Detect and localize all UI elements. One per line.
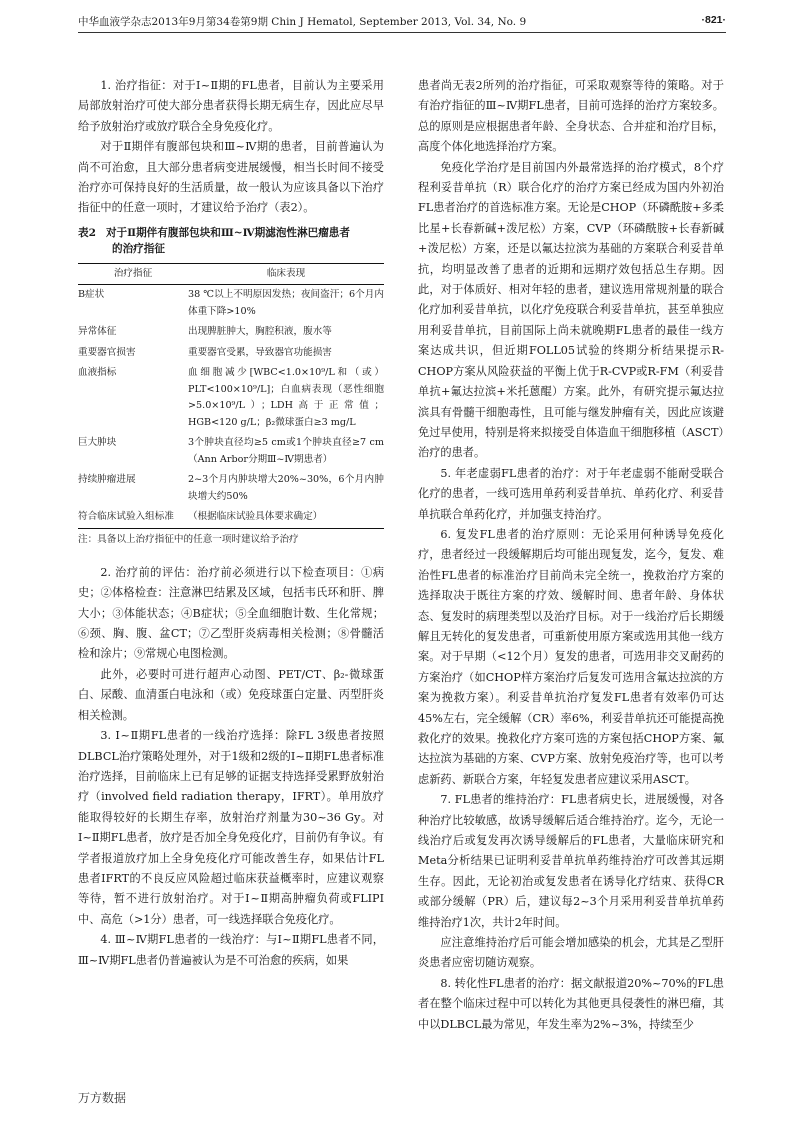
table-number: 表2 bbox=[78, 226, 96, 239]
table-cell-indication: 异常体征 bbox=[78, 326, 117, 338]
journal-citation: 中华血液学杂志2013年9月第34卷第9期 Chin J Hematol, September 2013, Vol. 34, No. 9 bbox=[78, 16, 527, 28]
paragraph: 7. FL患者的维持治疗：FL患者病史长，进展缓慢，对各种治疗比较敏感，故诱导缓解后适合维持治疗。迄今，无论一线治疗后或复发再次诱导缓解后的FL患者，大量临床研究和Meta分析结果已证明利妥昔单抗单药维持治疗可改善其远期生存。因此，无论初治或复发患者在诱导化疗结束、获得CR或部分缓解（PR）后，建议每2~3个月采用利妥昔单抗单药维持治疗1次，共计2年时间。 bbox=[418, 793, 724, 929]
table-row bbox=[78, 507, 384, 528]
table-row bbox=[78, 343, 384, 364]
indication-table bbox=[78, 263, 384, 529]
table-cell-indication: 符合临床试验入组标准 bbox=[78, 507, 188, 528]
table-cell-clinical: 出现脾脏肿大，胸腔积液，腹水等 bbox=[188, 326, 332, 338]
watermark-footer: 万方数据 bbox=[78, 1091, 127, 1105]
paragraph: 4. Ⅲ~Ⅳ期FL患者的一线治疗：与Ⅰ~Ⅱ期FL患者不同，Ⅲ~Ⅳ期FL患者仍普遍被认为是不可治愈的疾病，如果 bbox=[78, 933, 384, 967]
paragraph: 对于Ⅱ期伴有腹部包块和Ⅲ~Ⅳ期的患者，目前普遍认为尚不可治愈，且大部分患者病变进展缓慢，相当长时间不接受治疗亦可保持良好的生活质量，故一般认为应该具备以下治疗指征中的任意一项时，才建议给予治疗（表2）。 bbox=[78, 140, 384, 215]
table-row bbox=[78, 363, 384, 433]
paragraph: 5. 年老虚弱FL患者的治疗：对于年老虚弱不能耐受联合化疗的患者，一线可选用单药利妥昔单抗、单药化疗、利妥昔单抗联合单药化疗，并加强支持治疗。 bbox=[418, 466, 724, 521]
paragraph: 2. 治疗前的评估：治疗前必须进行以下检查项目：①病史；②体格检查：注意淋巴结累及区域，包括韦氏环和肝、脾大小；③体能状态；④B症状；⑤全血细胞计数、生化常规；⑥颈、胸、腹、盆CT；⑦乙型肝炎病毒相关检测；⑧骨髓活检和涂片；⑨常规心电图检测。 bbox=[78, 565, 384, 661]
table-cell-clinical: 重要器官受累，导致器官功能损害 bbox=[188, 346, 332, 358]
table-cell-indication: 巨大肿块 bbox=[78, 437, 117, 449]
paragraph: 1. 治疗指征：对于Ⅰ~Ⅱ期的FL患者，目前认为主要采用局部放射治疗可使大部分患者获得长期无病生存，因此应尽早给予放射治疗或放疗联合全身免疫化疗。 bbox=[78, 79, 384, 133]
paragraph: 8. 转化性FL患者的治疗：据文献报道20%~70%的FL患者在整个临床过程中可以转化为其他更具侵袭性的淋巴瘤，其中以DLBCL最为常见，年发生率为2%~3%，持续至少 bbox=[418, 976, 724, 1031]
paragraph: 此外，必要时可进行超声心动图、PET/CT、β₂-微球蛋白、尿酸、血清蛋白电泳和（或）免疫球蛋白定量、丙型肝炎相关检测。 bbox=[78, 667, 384, 722]
table-cell-clinical: 38 ℃以上不明原因发热；夜间盗汗；6个月内体重下降>10% bbox=[188, 289, 384, 317]
table-row bbox=[78, 433, 384, 470]
table-cell-clinical: （根据临床试验具体要求确定） bbox=[188, 507, 384, 528]
table-title-line1: 对于Ⅱ期伴有腹部包块和Ⅲ~Ⅳ期滤泡性淋巴瘤患者 bbox=[105, 226, 350, 239]
table-cell-clinical: 2~3个月内肿块增大20%~30%，6个月内肿块增大约50% bbox=[188, 474, 384, 502]
table-note: 注：具备以上治疗指征中的任意一项时建议给予治疗 bbox=[78, 533, 299, 545]
table-row bbox=[78, 285, 384, 323]
paragraph: 免疫化学治疗是目前国内外最常选择的治疗模式，8个疗程利妥昔单抗（R）联合化疗的治疗方案已经成为国内外初治FL患者治疗的首选标准方案。无论是CHOP（环磷酰胺+多柔比星+长春新碱+泼尼松）方案，CVP（环磷酰胺+长春新碱+泼尼松）方案，还是以氟达拉滨为基础的方案联合利妥昔单抗，均明显改善了患者的近期和远期疗效包括总生存期。因此，对于体质好、相对年轻的患者，建议选用常规剂量的联合化疗加利妥昔单抗，以化疗免疫联合利妥昔单抗，甚至单独应用利妥昔单抗，目前国际上尚未就晚期FL患者的最佳一线方案达成共识，但近期FOLL05试验的终期分析结果提示R-CHOP方案从风险获益的平衡上优于R-CVP或R-FM（利妥昔单抗+氟达拉滨+米托蒽醌）方案。此外，有研究提示氟达拉滨具有骨髓干细胞毒性，且可能与继发肿瘤有关，因此应该避免过早使用，特别是将来拟接受自体造血干细胞移植（ASCT）治疗的患者。 bbox=[418, 160, 724, 460]
table-cell-indication: B症状 bbox=[78, 289, 105, 301]
table-cell-clinical: 3个肿块直径均≥5 cm或1个肿块直径≥7 cm（Ann Arbor分期Ⅲ~Ⅳ期患者） bbox=[188, 437, 384, 465]
table-caption bbox=[78, 225, 384, 257]
table-header-clinical: 临床表现 bbox=[188, 263, 384, 285]
table-cell-indication: 持续肿瘤进展 bbox=[78, 474, 136, 486]
running-header bbox=[78, 14, 726, 33]
table-title-line2: 的治疗指征 bbox=[112, 242, 165, 255]
right-column bbox=[418, 76, 724, 1035]
table-row bbox=[78, 322, 384, 343]
table-cell-clinical: 血细胞减少[WBC<1.0×10⁹/L和（或）PLT<100×10⁹/L]；白血病表现（恶性细胞>5.0×10⁹/L）；LDH高于正常值；HGB<120 g/L；β₂微球蛋白≥3 mg/L bbox=[188, 367, 384, 428]
paragraph: 6. 复发FL患者的治疗原则：无论采用何种诱导免疫化疗，患者经过一段缓解期后均可能出现复发，迄今，复发、难治性FL患者的标准治疗目前尚未完全统一，挽救治疗方案的选择取决于既往方案的疗效、缓解时间、患者年龄、身体状态、复发时的病理类型以及治疗目标。对于一线治疗后长期缓解且无转化的复发患者，可重新使用原方案或选用其他一线方案。对于早期（<12个月）复发的患者，可选用非交叉耐药的方案治疗（如CHOP样方案治疗后复发可选用含氟达拉滨的方案为挽救方案）。利妥昔单抗治疗复发FL患者有效率仍可达45%左右，完全缓解（CR）率6%，利妥昔单抗还可能提高挽救化疗的效果。挽救化疗方案可选的方案包括CHOP方案、氟达拉滨为基础的方案、CVP方案、放射免疫治疗等，也可以考虑新药、新联合方案，年轻复发患者应建议采用ASCT。 bbox=[418, 527, 724, 786]
table-cell-indication: 血液指标 bbox=[78, 367, 117, 379]
paragraph: 应注意维持治疗后可能会增加感染的机会，尤其是乙型肝炎患者应密切随访观察。 bbox=[418, 936, 724, 970]
table-row bbox=[78, 470, 384, 507]
left-column bbox=[78, 76, 384, 971]
page-number: ·821· bbox=[701, 14, 726, 26]
table-cell-indication: 重要器官损害 bbox=[78, 346, 136, 358]
table-header-indication: 治疗指征 bbox=[78, 263, 188, 285]
paragraph: 3. Ⅰ~Ⅱ期FL患者的一线治疗选择：除FL 3级患者按照DLBCL治疗策略处理外，对于1级和2级的Ⅰ~Ⅱ期FL患者标准治疗选择，目前临床上已有足够的证据支持选择受累野放射治疗（involved field radiation therapy，IFRT）。单用放疗能取得较好的长期生存率，放射治疗剂量为30~36 Gy。对Ⅰ~Ⅱ期FL患者，放疗是否加全身免疫化疗，目前仍有争议。有学者报道放疗加上全身免疫化疗可能改善生存，如果估计FL患者IFRT的不良反应风险超过临床获益概率时，应建议观察等待，暂不进行放射治疗。对于Ⅰ~Ⅱ期高肿瘤负荷或FLIPI中、高危（>1分）患者，可一线选择联合免疫化疗。 bbox=[78, 729, 384, 926]
paragraph: 患者尚无表2所列的治疗指征，可采取观察等待的策略。对于有治疗指征的Ⅲ~Ⅳ期FL患者，目前可选择的治疗方案较多。总的原则是应根据患者年龄、全身状态、合并症和治疗目标，高度个体化地选择治疗方案。 bbox=[418, 79, 724, 154]
